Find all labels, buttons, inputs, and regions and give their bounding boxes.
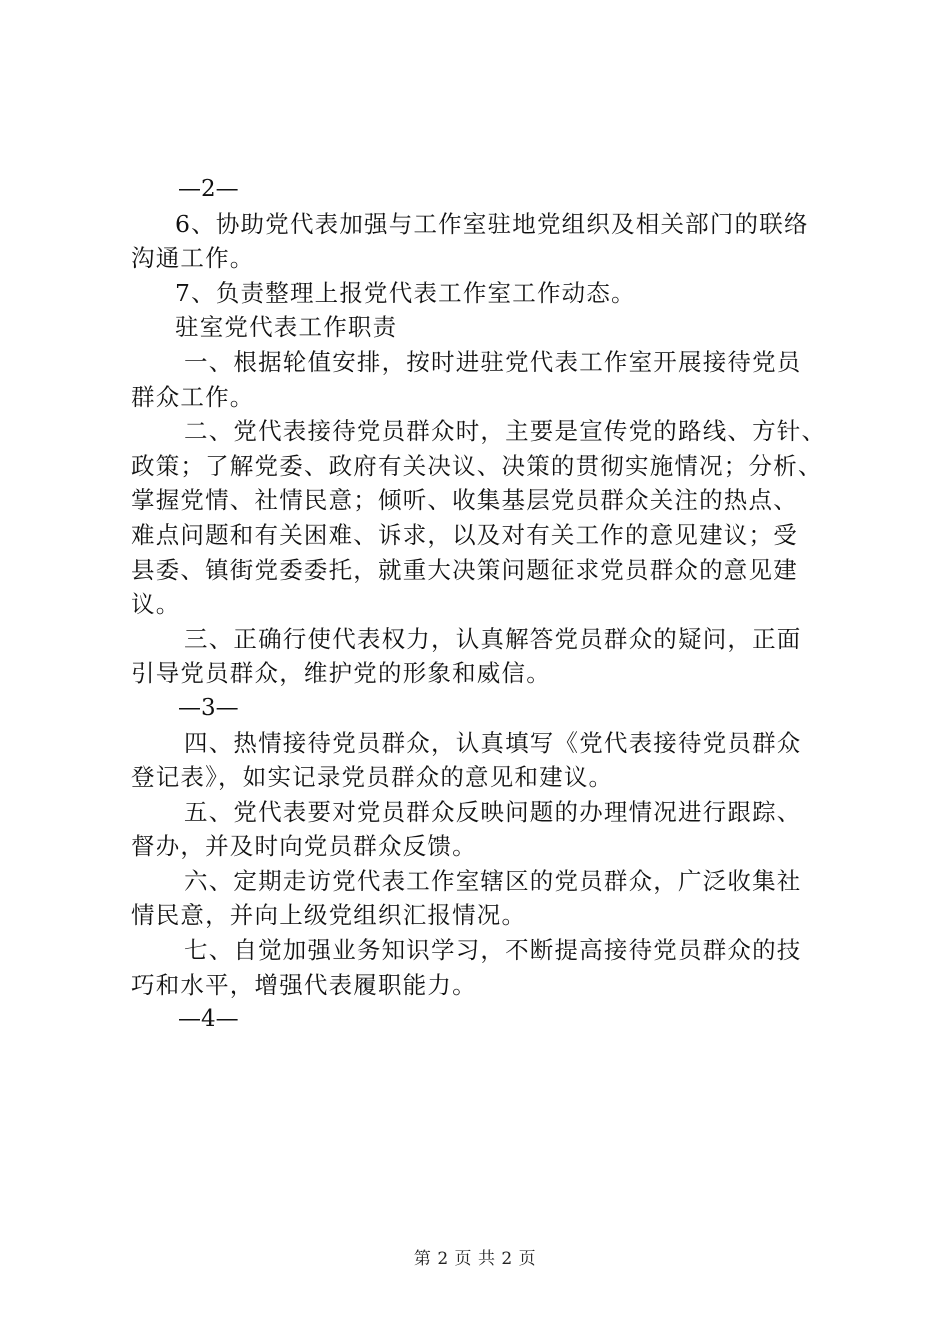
page-marker: —3— — [178, 694, 239, 721]
text-line: 7、负责整理上报党代表工作室工作动态。 — [175, 278, 636, 307]
text-line: 群众工作。 — [131, 382, 255, 411]
page-marker: —4— — [178, 1006, 239, 1033]
section-heading: 驻室党代表工作职责 — [175, 313, 398, 342]
text-line: 二、党代表接待党员群众时，主要是宣传党的路线、方针、 — [184, 417, 827, 446]
text-line: 六、定期走访党代表工作室辖区的党员群众，广泛收集社 — [184, 866, 802, 895]
text-line: 议。 — [131, 590, 181, 619]
text-line: 巧和水平，增强代表履职能力。 — [131, 970, 477, 999]
text-line: 督办，并及时向党员群众反馈。 — [131, 832, 477, 861]
text-line: 五、党代表要对党员群众反映问题的办理情况进行跟踪、 — [184, 797, 802, 826]
text-line: 七、自觉加强业务知识学习，不断提高接待党员群众的技 — [184, 936, 802, 965]
text-line: 沟通工作。 — [131, 244, 255, 273]
text-line: 四、热情接待党员群众，认真填写《党代表接待党员群众 — [184, 728, 802, 757]
text-line: 掌握党情、社情民意；倾听、收集基层党员群众关注的热点、 — [131, 486, 798, 515]
text-line: 县委、镇街党委委托，就重大决策问题征求党员群众的意见建 — [131, 555, 798, 584]
text-line: 难点问题和有关困难、诉求，以及对有关工作的意见建议；受 — [131, 520, 798, 549]
text-line: 三、正确行使代表权力，认真解答党员群众的疑问，正面 — [184, 624, 802, 653]
text-line: 6、协助党代表加强与工作室驻地党组织及相关部门的联络 — [175, 209, 809, 238]
text-line: 一、根据轮值安排，按时进驻党代表工作室开展接待党员 — [184, 347, 802, 376]
document-body — [131, 172, 831, 1037]
text-line: 登记表》，如实记录党员群众的意见和建议。 — [131, 763, 614, 792]
page-marker: —2— — [178, 176, 239, 202]
text-line: 政策；了解党委、政府有关决议、决策的贯彻实施情况；分析、 — [131, 451, 823, 480]
page-footer: 第 2 页 共 2 页 — [413, 1249, 537, 1269]
text-line: 情民意，并向上级党组织汇报情况。 — [131, 901, 527, 930]
text-line: 引导党员群众，维护党的形象和威信。 — [131, 659, 551, 688]
